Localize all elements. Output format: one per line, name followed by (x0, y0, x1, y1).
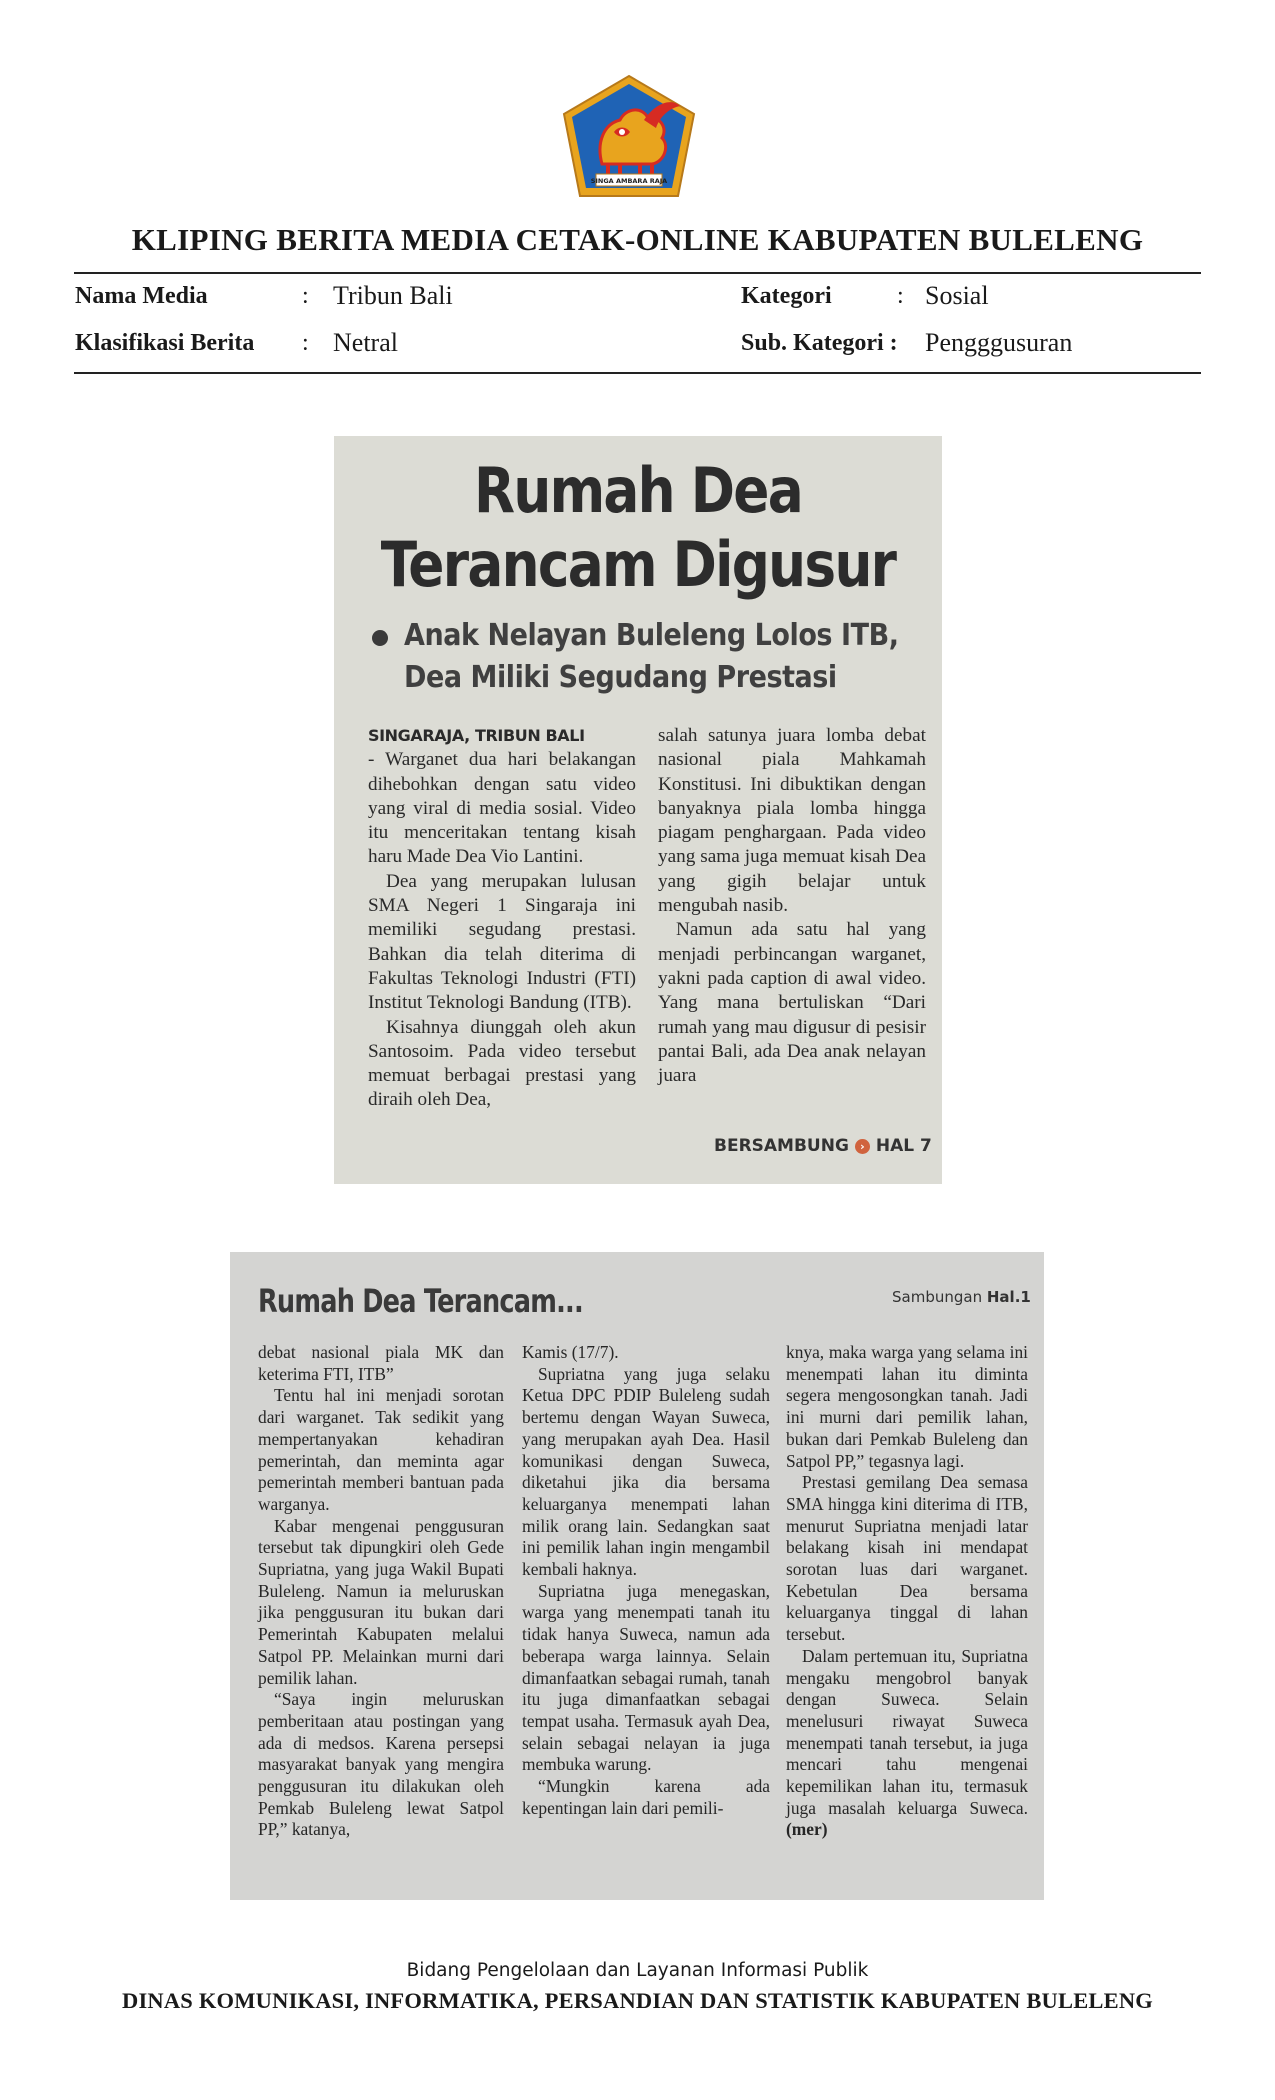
article-paragraph: Namun ada satu hal yang menjadi perbincangan warganet, yakni pada caption di awal video. Yang mana bertuliskan “Dari rumah yang mau digusur di pesisir pantai Bali, ada Dea anak nelayan juara (658, 919, 926, 1087)
article-paragraph: “Saya ingin meluruskan pemberitaan atau postingan yang ada di medsos. Karena persepsi masyarakat banyak yang mengira penggusuran itu dilakukan oleh Pemkab Buleleng lewat Satpol PP,” katanya, (258, 1689, 504, 1840)
article-paragraph: - Warganet dua hari belakangan dihebohkan dengan satu video yang viral di media sosial. Video itu menceritakan tentang kisah haru Made Dea Vio Lantini. (368, 749, 636, 868)
continuation-source (892, 1288, 1031, 1306)
article-column-right (658, 724, 926, 1088)
continued-label: BERSAMBUNG (714, 1136, 849, 1156)
footer-agency: DINAS KOMUNIKASI, INFORMATIKA, PERSANDIAN DAN STATISTIK KABUPATEN BULELENG (122, 1988, 1153, 2013)
nama-media-colon: : (302, 283, 309, 309)
continued-page: HAL 7 (875, 1136, 932, 1156)
article-paragraph: Dea yang merupakan lulusan SMA Negeri 1 Singaraja ini memiliki segudang prestasi. Bahkan dia telah diterima di Fakultas Teknologi Industri (FTI) Institut Teknologi Bandung (ITB). (368, 870, 636, 1014)
continuation-column-1 (258, 1342, 504, 1841)
logo-motto: SINGA AMBARA RAJA (590, 177, 668, 185)
dateline: SINGARAJA, TRIBUN BALI (368, 726, 585, 745)
article-paragraph: Kabar mengenai penggusuran tersebut tak dipungkiri oleh Gede Supriatna, yang juga Wakil Bupati Buleleng. Namun ia meluruskan jika penggusuran itu bukan dari Pemerintah Kabupaten melalui Satpol PP. Melainkan murni dari pemilik lahan. (258, 1515, 504, 1688)
singa-ambara-raja-emblem (560, 72, 698, 200)
article-paragraph: “Mungkin karena ada kepentingan lain dari pemili- (522, 1776, 770, 1818)
klasifikasi-colon: : (302, 330, 309, 356)
header-divider (74, 272, 1201, 274)
article-paragraph: Dalam pertemuan itu, Supriatna mengaku mengobrol banyak dengan Suweca. Selain menelusuri riwayat Suweca menempati tanah tersebut, ia juga mencari tahu mengenai kepemilikan lahan itu, termasuk juga masalah keluarga Suweca. (786, 1645, 1028, 1818)
subhead-bullet-icon (372, 630, 388, 646)
klasifikasi-value: Netral (333, 328, 398, 357)
nama-media-value: Tribun Bali (333, 281, 453, 310)
article-column-left (368, 724, 636, 1113)
subhead-line-1: Anak Nelayan Buleleng Lolos ITB, (404, 618, 899, 653)
kategori-colon: : (897, 283, 904, 309)
author-signature: (mer) (786, 1819, 828, 1840)
news-clipping-front-page (334, 436, 942, 1184)
footer-division: Bidang Pengelolaan dan Layanan Informasi Publik (406, 1960, 869, 1981)
regency-logo (560, 72, 698, 200)
meta-divider (74, 372, 1201, 374)
arrow-right-icon: › (855, 1139, 870, 1154)
kategori-label: Kategori (741, 283, 832, 309)
article-paragraph: Supriatna yang juga selaku Ketua DPC PDIP Buleleng sudah bertemu dengan Wayan Suweca, yang merupakan ayah Dea. Hasil komunikasi dengan Suweca, diketahui jika dia bersama keluarganya menempati lahan milik orang lain. Sedangkan saat ini pemilik lahan ingin mengambil kembali haknya. (522, 1363, 770, 1580)
headline-line-1: Rumah Dea (473, 454, 803, 527)
sambungan-page: Hal.1 (986, 1288, 1031, 1306)
article-paragraph: Prestasi gemilang Dea semasa SMA hingga kini diterima di ITB, menurut Supriatna menjadi latar belakang kisah ini mendapat sorotan luas dari warganet. Kebetulan Dea bersama keluarganya tinggal di lahan tersebut. (786, 1472, 1028, 1645)
continuation-headline: Rumah Dea Terancam... (258, 1282, 583, 1320)
continued-note (714, 1136, 932, 1156)
news-clipping-continuation (230, 1252, 1044, 1900)
headline-line-2: Terancam Digusur (380, 528, 896, 601)
article-paragraph: Kisahnya diunggah oleh akun Santosoim. Pada video tersebut memuat berbagai prestasi yang diraih oleh Dea, (368, 1016, 636, 1111)
kategori-value: Sosial (925, 281, 989, 310)
subhead-line-2: Dea Miliki Segudang Prestasi (404, 660, 837, 695)
sub-kategori-value: Pengggusuran (925, 328, 1073, 357)
nama-media-label: Nama Media (75, 283, 208, 309)
article-paragraph: debat nasional piala MK dan keterima FTI, ITB” (258, 1342, 504, 1384)
sambungan-label: Sambungan (892, 1288, 983, 1306)
article-paragraph: knya, maka warga yang selama ini menempati lahan itu diminta segera mengosongkan tanah. Jadi ini murni dari pemilik lahan, bukan dari Pemkab Buleleng dan Satpol PP,” tegasnya lagi. (786, 1342, 1028, 1471)
article-paragraph: Kamis (17/7). (522, 1342, 619, 1362)
article-paragraph: Tentu hal ini menjadi sorotan dari warganet. Tak sedikit yang mempertanyakan kehadiran pemerintah, dan meminta agar pemerintah memberi bantuan pada warganya. (258, 1385, 504, 1514)
article-paragraph: Supriatna juga menegaskan, warga yang menempati tanah itu tidak hanya Suweca, namun ada beberapa warga lainnya. Selain dimanfaatkan sebagai rumah, tanah itu juga dimanfaatkan sebagai tempat usaha. Termasuk ayah Dea, selain sebagai nelayan ia juga membuka warung. (522, 1580, 770, 1775)
sub-kategori-label: Sub. Kategori : (741, 330, 898, 356)
klasifikasi-label: Klasifikasi Berita (75, 330, 255, 356)
continuation-column-3 (786, 1342, 1028, 1841)
article-paragraph: salah satunya juara lomba debat nasional piala Mahkamah Konstitusi. Ini dibuktikan dengan banyaknya piala lomba hingga piagam penghargaan. Pada video yang sama juga memuat kisah Dea yang gigih belajar untuk mengubah nasib. (658, 725, 926, 917)
document-title: KLIPING BERITA MEDIA CETAK-ONLINE KABUPATEN BULELENG (131, 222, 1144, 257)
continuation-column-2 (522, 1342, 770, 1819)
